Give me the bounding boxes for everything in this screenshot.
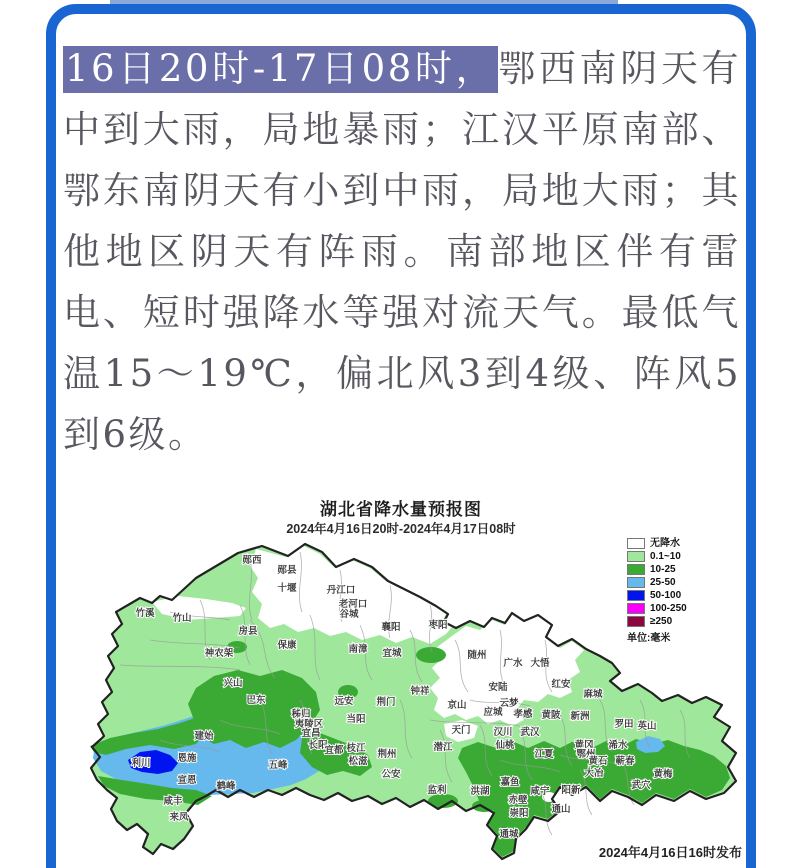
county-label: 松滋 [348,756,368,767]
county-label: 五峰 [268,760,288,771]
county-label: 建始 [194,731,214,742]
county-label: 鄂州 [576,749,596,760]
legend-swatch [627,577,645,588]
legend-swatch [627,538,645,549]
county-label: 南漳 [348,644,368,655]
county-label: 赤壁 [508,795,528,806]
county-label: 宣恩 [177,775,197,786]
county-label: 当阳 [346,714,366,725]
county-label: 广水 [503,658,523,669]
legend-item [627,576,687,589]
county-label: 汉川 [493,727,513,738]
county-label: 红安 [551,679,571,690]
county-label: 荆门 [376,697,396,708]
legend [627,537,687,644]
county-label: 十堰 [277,583,297,594]
county-label: 远安 [334,696,354,707]
county-label: 老河口 [338,599,368,610]
county-label: 长阳 [308,740,328,751]
county-label: 潜江 [433,742,453,753]
county-label: 神农架 [204,648,234,659]
county-label: 利川 [131,758,151,769]
county-label: 麻城 [583,689,603,700]
county-label: 宜都 [324,745,344,756]
legend-item [627,602,687,615]
issued-timestamp: 2024年4月16日16时发布 [598,845,742,860]
legend-item [627,589,687,602]
county-label: 安陆 [488,682,508,693]
county-label: 罗田 [614,719,634,730]
county-label: 浠水 [608,740,628,751]
county-label: 仙桃 [495,740,515,751]
map-title: 湖北省降水量预报图 [320,500,482,519]
county-label: 监利 [427,785,447,796]
county-label: 新洲 [570,711,590,722]
legend-label: 10-25 [650,564,676,575]
legend-swatch [627,551,645,562]
county-label: 秭归 [291,709,311,720]
county-label: 天门 [451,725,471,736]
county-label: 大悟 [530,658,550,669]
county-label: 武穴 [631,780,651,791]
legend-swatch [627,564,645,575]
county-label: 云梦 [499,698,519,709]
county-label: 武汉 [520,727,540,738]
legend-label: 无降水 [650,538,680,549]
legend-unit: 单位:毫米 [627,633,671,644]
county-label: 郧县 [277,565,297,576]
county-label: 阳新 [561,785,581,796]
county-label: 宜城 [382,648,402,659]
legend-item [627,537,687,550]
county-label: 应城 [483,707,503,718]
legend-swatch [627,590,645,601]
legend-label: ≥250 [650,616,673,627]
county-label: 京山 [447,700,467,711]
county-label: 黄梅 [653,769,673,780]
legend-label: 100-250 [650,603,687,614]
legend-item [627,615,687,628]
county-label: 来凤 [169,812,189,823]
county-label: 竹山 [172,613,192,624]
legend-swatch [627,603,645,614]
county-label: 郧西 [242,555,262,566]
legend-label: 25-50 [650,577,676,588]
county-label: 嘉鱼 [500,777,520,788]
county-label: 荆州 [377,749,397,760]
county-label: 随州 [467,650,487,661]
legend-item [627,550,687,563]
county-label: 夷陵区 [294,719,324,730]
forecast-highlight: 16日20时-17日08时， [63,46,498,93]
county-label: 洪湖 [470,786,490,797]
county-label: 丹江口 [326,585,356,596]
county-label: 竹溪 [135,608,155,619]
county-label: 枣阳 [428,620,448,631]
county-label: 黄石 [588,756,608,767]
county-label: 钟祥 [410,686,430,697]
county-label: 英山 [637,721,657,732]
county-label: 江夏 [534,749,554,760]
legend-swatch [627,616,645,627]
map-subtitle: 2024年4月16日20时-2024年4月17日08时 [286,522,516,536]
legend-label: 0.1~10 [650,551,681,562]
county-label: 孝感 [513,709,533,720]
county-label: 兴山 [223,678,243,689]
county-label: 巴东 [246,695,266,706]
county-label: 黄冈 [574,740,594,751]
county-label: 蕲春 [615,756,635,767]
legend-item [627,563,687,576]
county-label: 咸丰 [163,796,183,807]
county-label: 崇阳 [509,808,529,819]
county-label: 公安 [381,769,401,780]
county-label: 鹤峰 [216,781,236,792]
county-label: 咸宁 [530,786,550,797]
forecast-paragraph [63,38,741,465]
county-label: 保康 [277,640,297,651]
county-label: 通城 [499,829,519,840]
county-label: 通山 [551,804,571,815]
county-label: 恩施 [177,753,197,764]
county-label: 大冶 [584,768,604,779]
county-label: 谷城 [339,609,359,620]
county-label: 襄阳 [381,622,401,633]
forecast-body: 鄂西南阴天有中到大雨，局地暴雨；江汉平原南部、鄂东南阴天有小到中雨，局地大雨；其他地区阴天有阵雨。南部地区伴有雷电、短时强降水等强对流天气。最低气温15～19℃，偏北风3到4级、阵风5到6级。 [63,47,742,456]
county-label: 黄陂 [541,710,561,721]
county-label: 宜昌 [301,728,321,739]
county-label: 房县 [238,626,258,637]
county-label: 枝江 [346,743,366,754]
legend-label: 50-100 [650,590,682,601]
